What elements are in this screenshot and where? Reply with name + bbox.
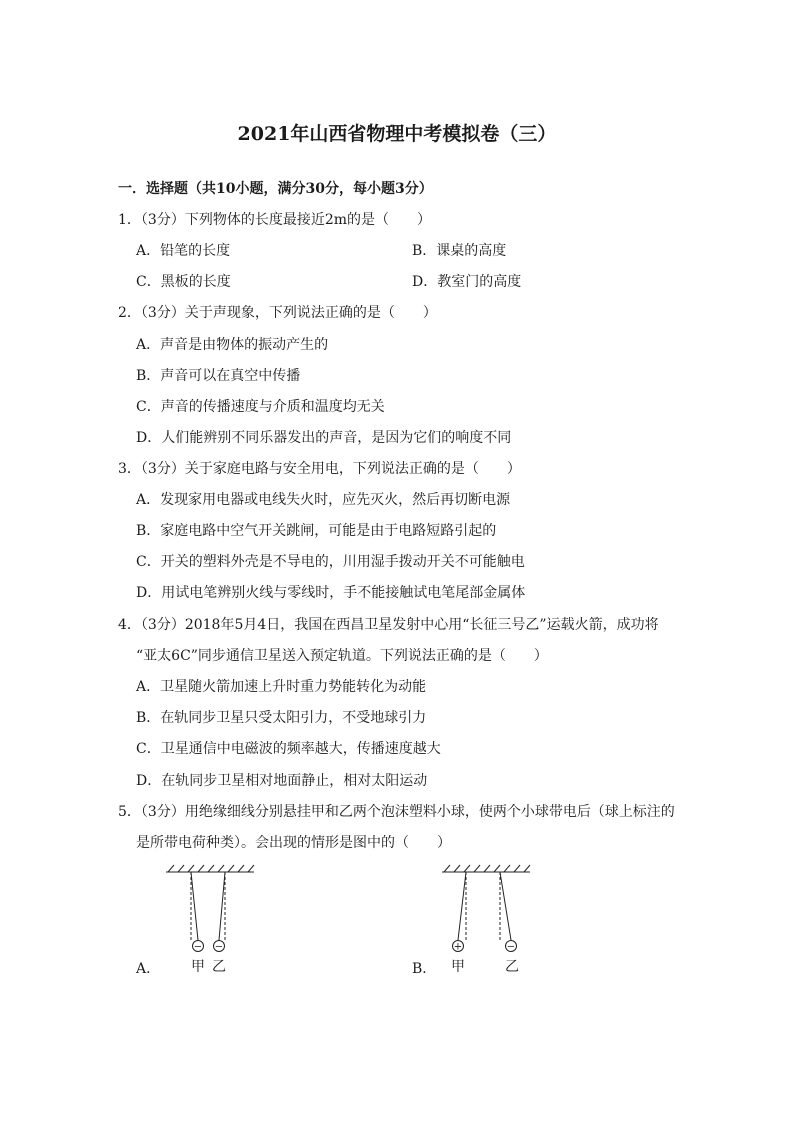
question-4-option-a: A．卫星随火箭加速上升时重力势能转化为动能 xyxy=(136,679,427,695)
question-4-option-b: B．在轨同步卫星只受太阳引力，不受地球引力 xyxy=(136,710,427,726)
question-4-option-c: C．卫星通信中电磁波的频率越大，传播速度越大 xyxy=(136,741,441,757)
question-4-stem-continued: “亚太6C”同步通信卫星送入预定轨道。下列说法正确的是（ ） xyxy=(136,648,548,664)
figure-b-label: B． xyxy=(412,961,437,977)
question-4-stem: 4．（3分）2018年5月4日，我国在西昌卫星发射中心用“长征三号乙”运载火箭，成功将 xyxy=(118,617,659,633)
ball-jia-charge: + xyxy=(453,941,463,952)
question-2-option-b: B．声音可以在真空中传播 xyxy=(136,368,301,384)
figure-a-diagram xyxy=(160,862,260,952)
ball-yi-charge: − xyxy=(506,941,516,952)
question-3-option-a: A．发现家用电器或电线失火时，应先灭火，然后再切断电源 xyxy=(136,492,511,508)
question-2-option-a: A．声音是由物体的振动产生的 xyxy=(136,337,329,353)
figure-a-ball-jia-label: 甲 xyxy=(191,959,205,975)
figure-a-ball-yi-label: 乙 xyxy=(212,959,226,975)
question-4-option-d: D．在轨同步卫星相对地面静止，相对太阳运动 xyxy=(136,773,428,789)
ball-jia-charge: − xyxy=(193,941,203,952)
question-1-option-c: C．黑板的长度 xyxy=(136,274,231,290)
question-1-option-b: B．课桌的高度 xyxy=(412,243,507,259)
question-1-stem: 1．（3分）下列物体的长度最接近2m的是（ ） xyxy=(118,212,431,228)
question-1-option-a: A．铅笔的长度 xyxy=(136,243,231,259)
figure-b-ball-jia-label: 甲 xyxy=(451,959,465,975)
figure-b-diagram xyxy=(438,862,538,952)
ball-yi-charge: − xyxy=(214,941,224,952)
question-3-option-b: B．家庭电路中空气开关跳闸，可能是由于电路短路引起的 xyxy=(136,523,497,539)
figure-b-ball-yi-label: 乙 xyxy=(505,959,519,975)
question-1-option-d: D．教室门的高度 xyxy=(412,274,522,290)
question-3-option-d: D．用试电笔辨别火线与零线时，手不能接触试电笔尾部金属体 xyxy=(136,585,526,601)
question-2-option-c: C．声音的传播速度与介质和温度均无关 xyxy=(136,399,385,415)
question-3-option-c: C．开关的塑料外壳是不导电的，川用湿手拨动开关不可能触电 xyxy=(136,554,525,570)
page-title: 2021年山西省物理中考模拟卷（三） xyxy=(237,123,557,145)
question-5-stem-continued: 是所带电荷种类）。会出现的情形是图中的（ ） xyxy=(136,835,451,851)
figure-a-label: A． xyxy=(136,961,161,977)
question-5-stem: 5．（3分）用绝缘细线分别悬挂甲和乙两个泡沫塑料小球，使两个小球带电后（球上标注的 xyxy=(118,804,675,820)
question-3-stem: 3．（3分）关于家庭电路与安全用电，下列说法正确的是（ ） xyxy=(118,461,521,477)
question-2-stem: 2．（3分）关于声现象，下列说法正确的是（ ） xyxy=(118,305,437,321)
section-heading: 一．选择题（共10小题，满分30分，每小题3分） xyxy=(118,181,433,197)
question-2-option-d: D．人们能辨别不同乐器发出的声音，是因为它们的响度不同 xyxy=(136,430,512,446)
